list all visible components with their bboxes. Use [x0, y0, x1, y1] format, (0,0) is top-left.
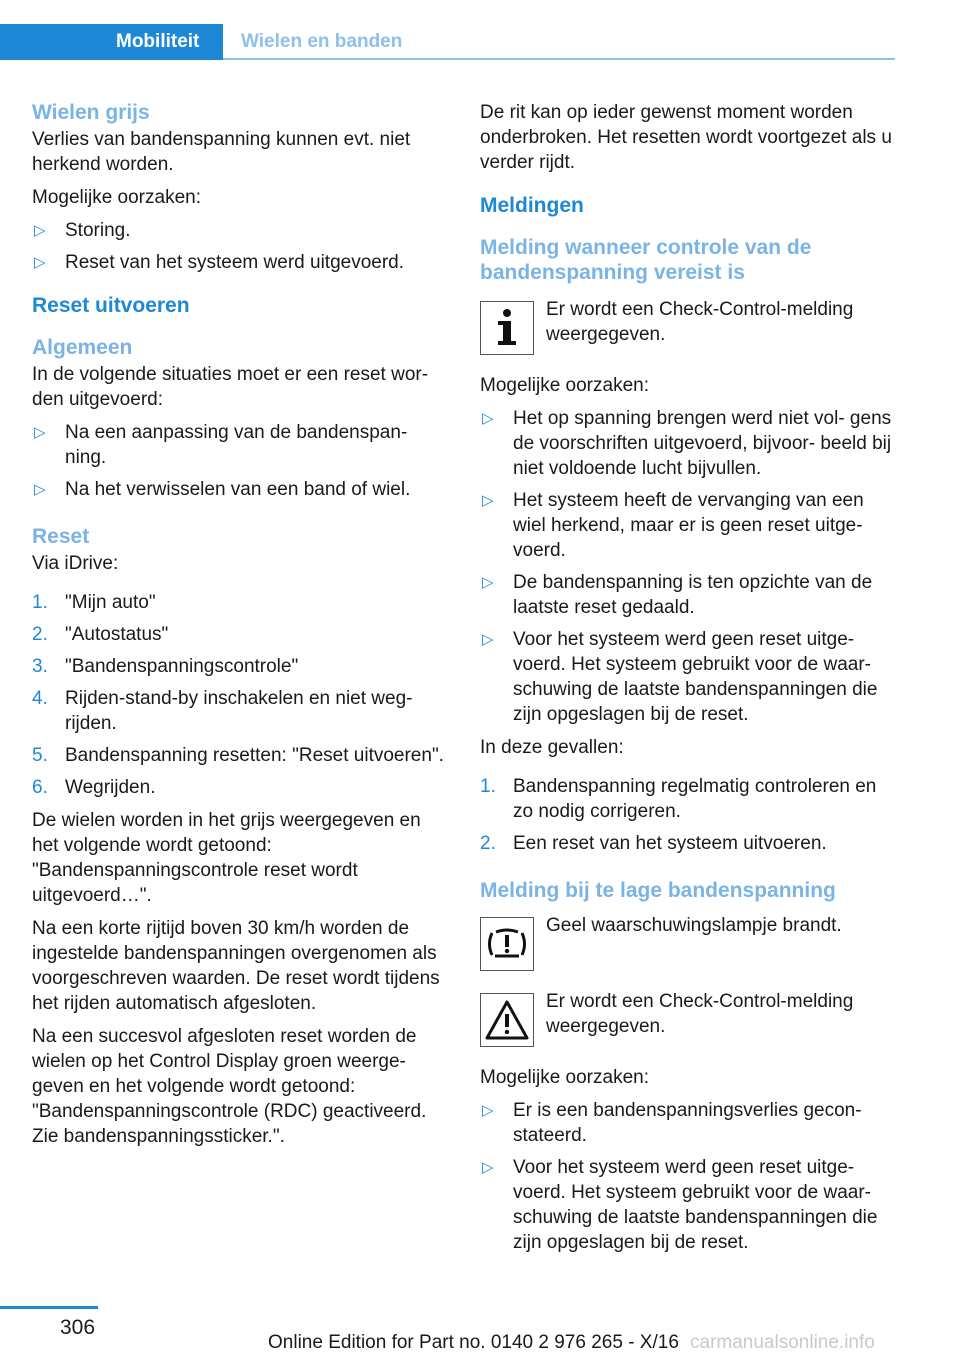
left-column — [32, 100, 450, 1157]
list-item: ▷ Na het verwisselen van een band of wiel. — [34, 479, 411, 500]
heading-melding-controle: Melding wanneer controle van de bandenspanning vereist is — [480, 236, 812, 284]
list-item: ▷ Voor het systeem werd geen reset uitge‐ voerd. Het systeem gebruikt voor de waar‐ schuwing de laatste bandenspanningen die zijn opgeslagen bij de reset. — [482, 629, 878, 725]
heading-te-lage-bandenspanning: Melding bij te lage bandenspanning — [480, 879, 836, 902]
paragraph: In deze gevallen: — [480, 737, 624, 758]
bullet-triangle-icon: ▷ — [34, 222, 46, 239]
info-note — [480, 297, 892, 353]
bullet-list — [480, 1098, 892, 1255]
right-column — [480, 100, 892, 1263]
chapter-tab: Mobiliteit — [0, 24, 223, 60]
bullet-triangle-icon: ▷ — [34, 481, 46, 498]
heading-algemeen: Algemeen — [32, 336, 133, 359]
paragraph: Na een korte rijtijd boven 30 km/h worden de ingestelde bandenspanningen overgenomen als voorgeschreven waarden. De reset wordt tijdens het rijden automatisch afgesloten. — [32, 918, 440, 1014]
bullet-triangle-icon: ▷ — [482, 1159, 494, 1176]
bullet-list — [32, 218, 450, 275]
list-item: ▷ Na een aanpassing van de bandenspan‐ ning. — [34, 422, 408, 468]
heading-reset: Reset — [32, 525, 90, 548]
paragraph: Er wordt een Check-Control-melding weergegeven. — [546, 299, 854, 345]
header-rule — [223, 58, 895, 60]
info-icon — [480, 301, 534, 355]
list-item: 2. "Autostatus" — [32, 624, 169, 645]
numbered-list — [32, 590, 450, 800]
paragraph: Na een succesvol afgesloten reset worden de wielen op het Control Display groen weerge‐ geven en het volgende wordt getoond: "Bandenspanningscontrole (RDC) geactiveerd. Zie bandenspanningssticker.". — [32, 1026, 427, 1147]
watermark: carmanualsonline.info — [690, 1332, 875, 1353]
bullet-list — [32, 420, 450, 502]
list-item: ▷ Voor het systeem werd geen reset uitge‐ voerd. Het systeem gebruikt voor de waar‐ schuwing de laatste bandenspanningen die zijn opgeslagen bij de reset. — [482, 1157, 878, 1253]
section-title: Wielen en banden — [241, 31, 403, 52]
list-item: ▷ Reset van het systeem werd uitgevoerd. — [34, 252, 405, 273]
bullet-triangle-icon: ▷ — [34, 254, 46, 271]
list-item: 1. Bandenspanning regelmatig controleren en zo nodig corrigeren. — [480, 776, 877, 822]
bullet-triangle-icon: ▷ — [34, 424, 46, 441]
list-item: 2. Een reset van het systeem uitvoeren. — [480, 833, 827, 854]
page-header — [0, 24, 895, 60]
numbered-list — [480, 774, 892, 856]
paragraph: De rit kan op ieder gewenst moment worden onderbroken. Het resetten wordt voortgezet als u verder rijdt. — [480, 102, 892, 173]
paragraph: Mogelijke oorzaken: — [32, 187, 201, 208]
bullet-triangle-icon: ▷ — [482, 410, 494, 427]
paragraph: Verlies van bandenspanning kunnen evt. niet herkend worden. — [32, 129, 411, 175]
list-item: ▷ Het systeem heeft de vervanging van een wiel herkend, maar er is geen reset uitge‐ voerd. — [482, 490, 864, 561]
list-item: ▷ Storing. — [34, 220, 131, 241]
bullet-triangle-icon: ▷ — [482, 631, 494, 648]
heading-reset-uitvoeren: Reset uitvoeren — [32, 294, 190, 317]
list-item: 4. Rijden-stand-by inschakelen en niet weg‐ rijden. — [32, 688, 413, 734]
edition-note: Online Edition for Part no. 0140 2 976 265 - X/16 — [268, 1332, 679, 1353]
bullet-list — [480, 406, 892, 727]
paragraph: De wielen worden in het grijs weergegeven en het volgende wordt getoond: "Bandenspanningscontrole reset wordt uitgevoerd…". — [32, 810, 421, 906]
bullet-triangle-icon: ▷ — [482, 492, 494, 509]
list-item: 1. "Mijn auto" — [32, 592, 156, 613]
footer-rule — [0, 1306, 98, 1309]
list-item: 5. Bandenspanning resetten: "Reset uitvoeren". — [32, 745, 444, 766]
paragraph: In de volgende situaties moet er een reset wor‐ den uitgevoerd: — [32, 364, 429, 410]
heading-wielen-grijs: Wielen grijs — [32, 101, 150, 124]
heading-meldingen: Meldingen — [480, 194, 584, 217]
paragraph: Mogelijke oorzaken: — [480, 375, 649, 396]
bullet-triangle-icon: ▷ — [482, 574, 494, 591]
warning-note — [480, 989, 892, 1045]
tire-warning-note — [480, 913, 892, 969]
paragraph: Geel waarschuwingslampje brandt. — [546, 915, 842, 936]
list-item: ▷ De bandenspanning is ten opzichte van de laatste reset gedaald. — [482, 572, 873, 618]
paragraph: Via iDrive: — [32, 553, 119, 574]
paragraph: Mogelijke oorzaken: — [480, 1067, 649, 1088]
list-item: 6. Wegrijden. — [32, 777, 156, 798]
list-item: 3. "Bandenspanningscontrole" — [32, 656, 299, 677]
warning-triangle-icon — [480, 993, 534, 1047]
bullet-triangle-icon: ▷ — [482, 1102, 494, 1119]
list-item: ▷ Het op spanning brengen werd niet vol‐ gens de voorschriften uitgevoerd, bijvoor‐ beeld bij niet voldoende lucht bijvullen. — [482, 408, 892, 479]
page-number: 306 — [60, 1316, 96, 1339]
list-item: ▷ Er is een bandenspanningsverlies gecon‐ stateerd. — [482, 1100, 862, 1146]
paragraph: Er wordt een Check-Control-melding weergegeven. — [546, 991, 854, 1037]
tire-pressure-warning-icon — [480, 917, 534, 971]
